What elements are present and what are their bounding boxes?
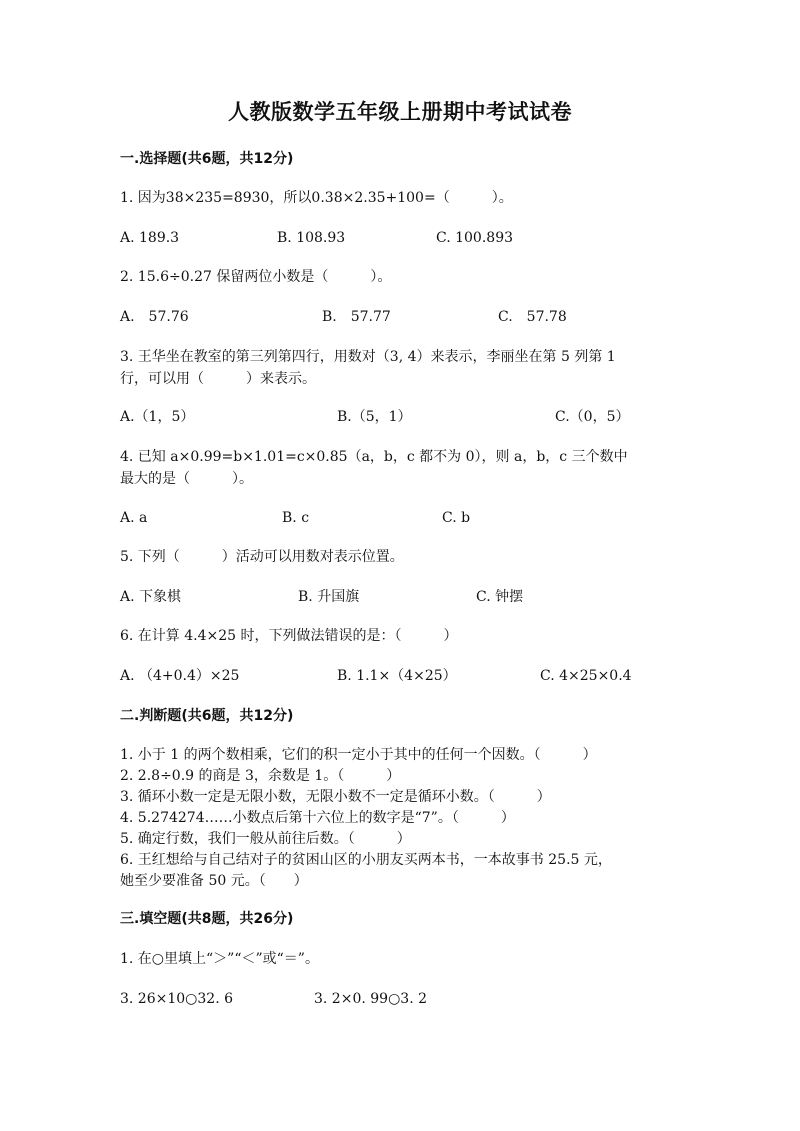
question-1-6: 6. 在计算 4.4×25 时，下列做法错误的是：（ ） — [120, 628, 458, 644]
option-1-4-b: B. c — [282, 510, 310, 526]
option-1-4-a: A. a — [120, 510, 148, 526]
option-1-1-b: B. 108.93 — [277, 230, 346, 246]
option-1-6-b: B. 1.1×（4×25） — [337, 668, 457, 684]
question-1-4-line1: 4. 已知 a×0.99=b×1.01=c×0.85（a，b，c 都不为 0），则 a，b，c 三个数中 — [120, 449, 628, 465]
fill-item: 3. 26×10○32. 6 — [120, 991, 234, 1007]
option-1-6-c: C. 4×25×0.4 — [540, 668, 632, 684]
question-1-3-line2: 行，可以用（ ）来表示。 — [120, 371, 316, 387]
question-1-2: 2. 15.6÷0.27 保留两位小数是（ ）。 — [120, 269, 392, 285]
option-1-6-a: A. （4+0.4）×25 — [120, 668, 240, 684]
judge-item: 3. 循环小数一定是无限小数，无限小数不一定是循环小数。（ ） — [120, 789, 551, 805]
section-heading-fill: 三.填空题(共8题，共26分) — [120, 911, 294, 927]
option-1-2-c: C. 57.78 — [498, 309, 567, 325]
option-1-2-a: A. 57.76 — [120, 309, 189, 325]
page-title: 人教版数学五年级上册期中考试试卷 — [228, 100, 572, 124]
judge-item: 1. 小于 1 的两个数相乘，它们的积一定小于其中的任何一个因数。（ ） — [120, 747, 597, 763]
section-heading-choice: 一.选择题(共6题，共12分) — [120, 151, 294, 167]
judge-item: 2. 2.8÷0.9 的商是 3，余数是 1。（ ） — [120, 768, 401, 784]
judge-item: 6. 王红想给与自己结对子的贫困山区的小朋友买两本书，一本故事书 25.5 元， — [120, 852, 612, 868]
question-1-3-line1: 3. 王华坐在教室的第三列第四行，用数对（3, 4）来表示，李丽坐在第 5 列第 1 — [120, 349, 616, 365]
option-1-4-c: C. b — [442, 510, 471, 526]
question-1-5: 5. 下列（ ）活动可以用数对表示位置。 — [120, 549, 404, 565]
option-1-3-a: A.（1，5） — [120, 409, 195, 425]
judge-item-6-line2: 她至少要准备 50 元。（ ） — [120, 873, 308, 889]
section-heading-judge: 二.判断题(共6题，共12分) — [120, 708, 294, 724]
option-1-3-b: B.（5，1） — [337, 409, 412, 425]
option-1-1-a: A. 189.3 — [120, 230, 180, 246]
fill-question-1: 1. 在○里填上“＞”“＜”或“＝”。 — [120, 951, 319, 967]
question-1-4-line2: 最大的是（ ）。 — [120, 471, 253, 487]
option-1-5-c: C. 钟摆 — [476, 589, 524, 605]
option-1-5-b: B. 升国旗 — [298, 589, 360, 605]
judge-item: 5. 确定行数，我们一般从前往后数。（ ） — [120, 831, 411, 847]
question-1-1: 1. 因为38×235=8930，所以0.38×2.35+100=（ ）。 — [120, 190, 513, 206]
option-1-5-a: A. 下象棋 — [120, 589, 182, 605]
judge-item: 4. 5.274274……小数点后第十六位上的数字是“7”。（ ） — [120, 810, 515, 826]
option-1-3-c: C.（0，5） — [555, 409, 630, 425]
fill-item: 3. 2×0. 99○3. 2 — [314, 991, 427, 1007]
option-1-1-c: C. 100.893 — [436, 230, 514, 246]
option-1-2-b: B. 57.77 — [322, 309, 391, 325]
